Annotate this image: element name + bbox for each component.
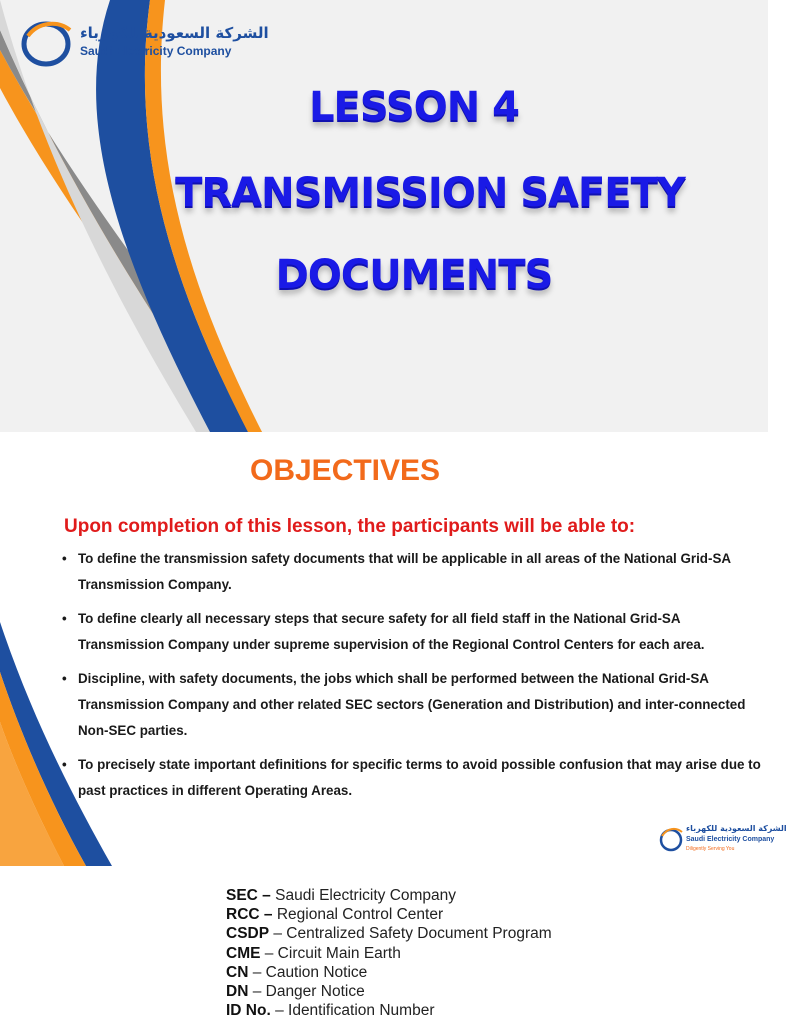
objectives-heading: OBJECTIVES bbox=[250, 454, 441, 487]
title-line-2: TRANSMISSION SAFETY bbox=[175, 170, 685, 216]
list-item bbox=[226, 963, 552, 982]
title-slide bbox=[0, 0, 768, 432]
abbr-definition: – Circuit Main Earth bbox=[260, 944, 401, 962]
list-item bbox=[226, 982, 552, 1001]
abbr-definition: – Identification Number bbox=[270, 1002, 435, 1020]
list-item: • To define the transmission safety documents that will be applicable in all areas of the National Grid-SA Transmission Company. bbox=[62, 546, 762, 598]
logo-arabic-text: الشركة السعودية للكهرباء bbox=[686, 824, 787, 833]
list-item: • To define clearly all necessary steps that secure safety for all field staff in the National Grid-SA Transmission Company under supreme supervision of the Regional Control Centers for each area. bbox=[62, 606, 762, 658]
list-item bbox=[226, 886, 552, 905]
title-line-1: LESSON 4 bbox=[309, 84, 519, 130]
abbr-term: CSDP bbox=[226, 925, 270, 943]
logo-tagline: Diligently Serving You bbox=[686, 846, 735, 852]
list-item bbox=[226, 924, 552, 943]
abbreviations-slide bbox=[0, 866, 768, 1024]
logo-english-text: Saudi Electricity Company bbox=[80, 44, 232, 58]
abbr-term: DN bbox=[226, 983, 249, 1001]
objectives-list bbox=[62, 546, 762, 812]
list-item: • To precisely state important definitions for specific terms to avoid possible confusion that may arise due to past practices in different Operating Areas. bbox=[62, 752, 762, 804]
logo-arabic-text: الشركة السعودية للكهرباء bbox=[80, 24, 269, 42]
abbr-definition: – Danger Notice bbox=[248, 983, 365, 1001]
abbr-definition: Regional Control Center bbox=[272, 906, 444, 924]
objectives-lead: Upon completion of this lesson, the participants will be able to: bbox=[64, 516, 636, 537]
sec-logo-small bbox=[658, 824, 787, 858]
title-line-3: DOCUMENTS bbox=[275, 252, 553, 298]
abbr-term: RCC – bbox=[226, 906, 273, 924]
abbreviations-list bbox=[226, 886, 552, 1020]
abbr-term: ID No. bbox=[226, 1002, 271, 1020]
abbr-term: CME bbox=[226, 944, 261, 962]
logo-english-text: Saudi Electricity Company bbox=[686, 836, 775, 843]
sec-logo-ring-icon bbox=[658, 824, 684, 854]
abbr-term: CN bbox=[226, 963, 249, 981]
objectives-slide bbox=[0, 432, 787, 866]
sec-logo-ring-icon bbox=[18, 14, 76, 70]
list-item bbox=[226, 1001, 552, 1020]
abbr-definition: – Centralized Safety Document Program bbox=[269, 925, 552, 943]
sec-logo bbox=[18, 14, 269, 70]
list-item bbox=[226, 944, 552, 963]
list-item bbox=[226, 905, 552, 924]
abbr-term: SEC – bbox=[226, 887, 271, 904]
abbr-definition: Saudi Electricity Company bbox=[270, 887, 457, 904]
abbr-definition: – Caution Notice bbox=[248, 963, 368, 981]
list-item: • Discipline, with safety documents, the jobs which shall be performed between the National Grid-SA Transmission Company and other related SEC sectors (Generation and Distribution) and inter-connected Non-SEC parties. bbox=[62, 666, 762, 744]
